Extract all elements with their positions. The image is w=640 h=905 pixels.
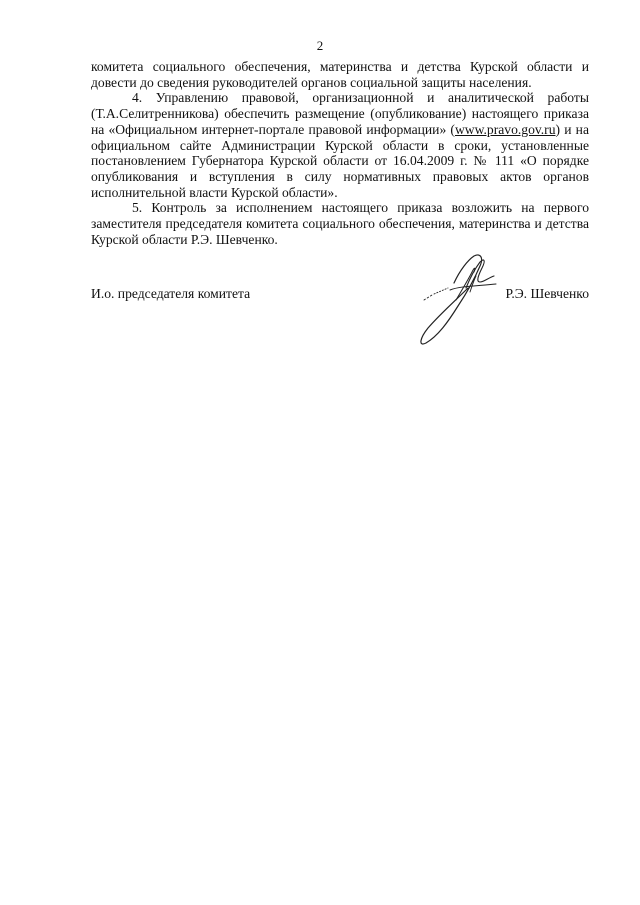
signature-block <box>91 286 589 304</box>
signer-title: И.о. председателя комитета <box>91 286 251 301</box>
pravo-gov-link[interactable]: www.pravo.gov.ru <box>454 121 556 137</box>
paragraph-4-text-start: 4. Управлению правовой, организационной и аналитической работы (Т.А.Селитренникова) обеспечить размещение (опубликование) настоящего приказа на «Официальном интернет-портале правовой информации» ( <box>91 90 589 137</box>
paragraph-4 <box>91 90 589 200</box>
paragraph-4-text-end: ) и на официальном сайте Администрации Курской области в сроки, установленные постановлением Губернатора Курской области от 16.04.2009 г. № 111 «О порядке опубликования и вступления в силу нормативных правовых актов органов исполнительной власти Курской области». <box>91 121 589 200</box>
page-number: 2 <box>316 38 324 53</box>
handwritten-signature <box>410 248 510 348</box>
paragraph-intro: комитета социального обеспечения, материнства и детства Курской области и довести до сведения руководителей органов социальной защиты населения. <box>91 59 589 90</box>
document-body <box>91 59 589 247</box>
signer-name: Р.Э. Шевченко <box>505 286 589 301</box>
paragraph-5: 5. Контроль за исполнением настоящего приказа возложить на первого заместителя председателя комитета социального обеспечения, материнства и детства Курской области Р.Э. Шевченко. <box>91 200 589 247</box>
